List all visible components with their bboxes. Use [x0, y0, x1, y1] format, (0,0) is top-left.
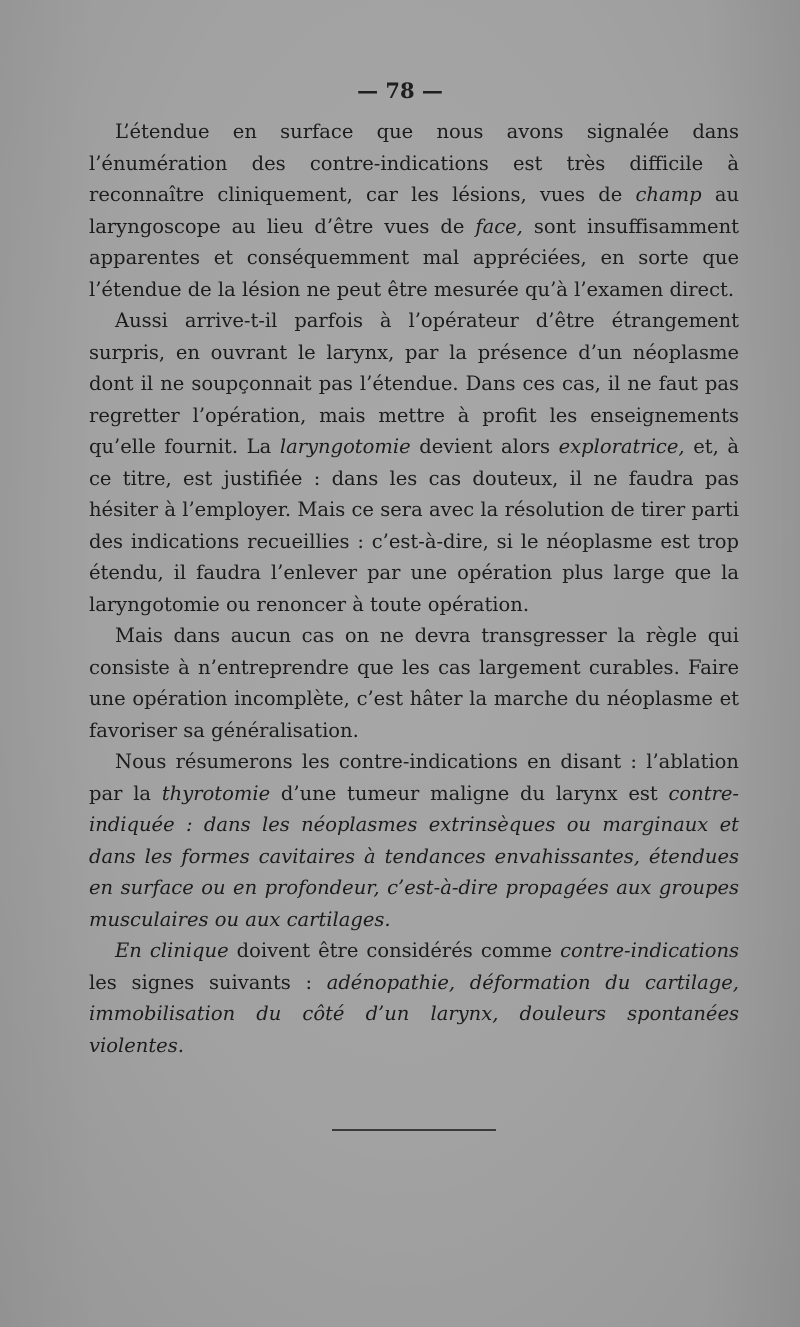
- italic-text-run: adénopathie, déformation du cartilage, immobilisation du côté d’un larynx, douleurs spontanées violentes.: [89, 970, 739, 1057]
- page-number: — 78 —: [357, 78, 443, 103]
- paragraph: [89, 305, 739, 620]
- text-run: les signes suivants :: [89, 970, 327, 994]
- section-end-rule: [332, 1129, 496, 1131]
- text-run: sont insuffisamment apparentes et conséquemment mal appréciées, en sorte que l’étendue de la lésion ne peut être mesurée qu’à l’examen direct.: [89, 214, 739, 301]
- body-text: [89, 116, 739, 1061]
- text-run: au laryngoscope au lieu d’être vues de: [89, 183, 740, 238]
- italic-text-run: contre-indications: [560, 939, 740, 962]
- paragraph: [89, 746, 739, 935]
- italic-text-run: champ: [635, 183, 702, 206]
- text-run: Mais dans aucun cas on ne devra transgresser la règle qui consiste à n’entreprendre que les cas largement curables. Faire une opération incomplète, c’est hâter la marche du néoplasme et favoriser sa généralisation.: [89, 624, 739, 742]
- text-run: Aussi arrive-t-il parfois à l’opérateur d’être étrangement surpris, en ouvrant le larynx, par la présence d’un néoplasme dont il ne soupçonnait pas l’étendue. Dans ces cas, il ne faut pas regretter l’opération, mais mettre à profit les enseignements qu’elle fournit. La: [89, 309, 739, 458]
- italic-text-run: exploratrice,: [558, 435, 685, 458]
- italic-text-run: En clinique: [115, 939, 229, 962]
- text-run: L’étendue en surface que nous avons signalée dans l’énumération des contre-indications est très difficile à reconnaître cliniquement, car les lésions, vues de: [89, 120, 739, 206]
- paragraph: [89, 935, 739, 1061]
- text-run: Nous résumerons les contre-indications en disant : l’ablation par la: [89, 750, 739, 805]
- italic-text-run: face,: [475, 214, 523, 238]
- paragraph: [89, 620, 739, 746]
- text-run: d’une tumeur maligne du larynx est: [270, 781, 669, 805]
- text-run: doivent être considérés comme: [228, 939, 561, 962]
- italic-text-run: laryngotomie: [279, 435, 411, 458]
- paragraph: [89, 116, 739, 305]
- italic-text-run: contre-indiquée : dans les néoplasmes extrinsèques ou marginaux et dans les formes cavitaires à tendances envahissantes, étendues en surface ou en profondeur, c’est-à-dire propagées aux groupes musculaires ou aux cartilages.: [89, 781, 739, 931]
- italic-text-run: thyrotomie: [161, 781, 271, 805]
- text-run: devient alors: [410, 435, 559, 458]
- text-run: et, à ce titre, est justifiée : dans les cas douteux, il ne faudra pas hésiter à l’employer. Mais ce sera avec la résolution de tirer parti des indications recueillies : c’est-à-dire, si le néoplasme est trop étendu, il faudra l’enlever par une opération plus large que la laryngotomie ou renoncer à toute opération.: [89, 435, 739, 616]
